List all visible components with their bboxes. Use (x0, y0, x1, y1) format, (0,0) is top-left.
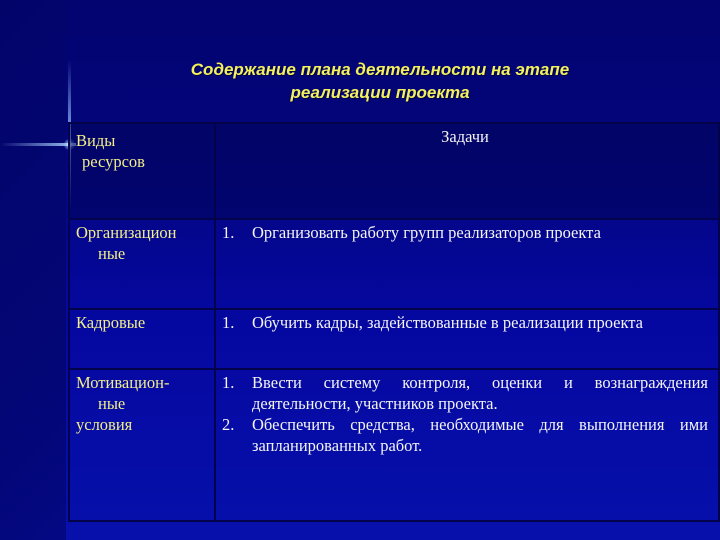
resource-label-line2: ные (98, 244, 126, 263)
task-item (222, 372, 708, 414)
task-list (222, 312, 708, 333)
slide-title-line2: реализации проекта (290, 83, 470, 102)
header-resource-types (69, 123, 215, 219)
table-row (69, 369, 719, 521)
resource-personnel (69, 309, 215, 369)
task-number: 1. (222, 373, 235, 392)
slide-title-line1: Содержание плана деятельности на этапе (190, 60, 570, 79)
task-number: 2. (222, 415, 235, 434)
slide-title (100, 58, 660, 104)
task-number: 1. (222, 223, 235, 242)
header-resource-line1: Виды (76, 131, 116, 150)
resource-label-line1: Мотивацион- (76, 373, 170, 392)
header-resource-line2: ресурсов (82, 152, 145, 171)
table-header-row (69, 123, 719, 219)
table-row (69, 219, 719, 309)
resource-label-line1: Организацион (76, 223, 177, 242)
resource-motivational (69, 369, 215, 521)
task-item (222, 312, 708, 333)
tasks-cell (215, 219, 719, 309)
task-item (222, 414, 708, 456)
resource-label-line3: условия (76, 415, 133, 434)
task-text: Обучить кадры, задействованные в реализации проекта (252, 313, 644, 332)
task-text: Ввести систему контроля, оценки и вознаграждения деятельности, участников проекта. (252, 373, 708, 413)
task-item (222, 222, 708, 243)
table-row (69, 309, 719, 369)
resource-label-line1: Кадровые (76, 313, 146, 332)
task-list (222, 222, 708, 243)
tasks-cell (215, 369, 719, 521)
task-text: Обеспечить средства, необходимые для выполнения ими запланированных работ. (252, 415, 708, 455)
header-tasks-label: Задачи (441, 127, 489, 146)
header-tasks (215, 123, 719, 219)
task-text: Организовать работу групп реализаторов проекта (252, 223, 601, 242)
task-number: 1. (222, 313, 235, 332)
plan-table (68, 122, 720, 522)
resource-label-line2: ные (98, 394, 126, 413)
tasks-cell (215, 309, 719, 369)
resource-organizational (69, 219, 215, 309)
task-list (222, 372, 708, 456)
